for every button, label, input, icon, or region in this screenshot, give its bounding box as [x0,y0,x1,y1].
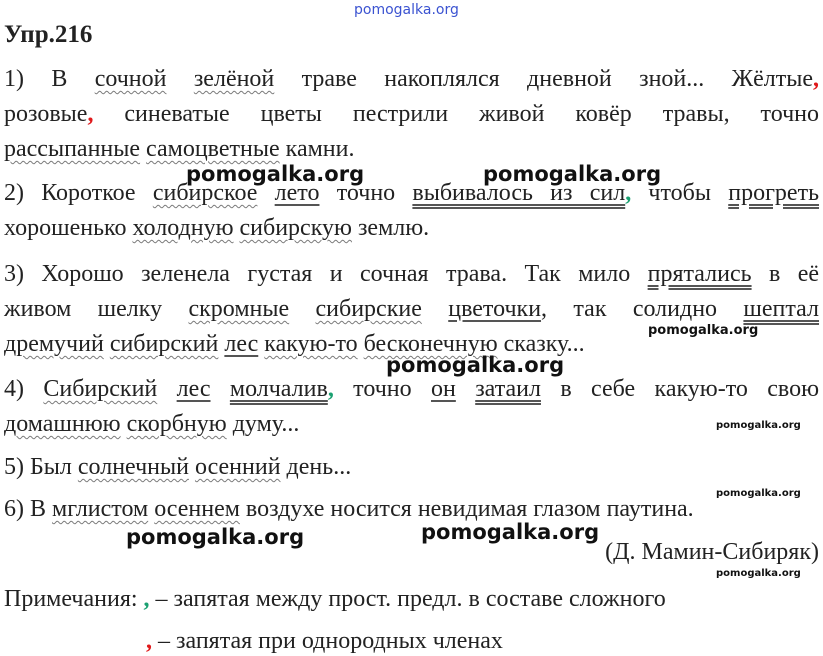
sentence-4-line-1 [4,374,819,404]
text: , так солидно [541,296,744,322]
adjective: сибирский [109,331,219,357]
red-comma-legend: , [146,628,152,654]
text: 5) Был [4,454,78,480]
text: думу... [226,411,300,437]
sentence-2-line-2 [4,213,819,243]
notes-line-1 [4,584,819,614]
text: розовые [4,101,88,127]
text: живом шелку [4,296,189,322]
notes-line-2 [146,626,819,656]
watermark: pomogalka.org [716,488,801,499]
text: землю. [351,215,430,241]
watermark-top: pomogalka.org [354,2,459,18]
adjective: солнечный [77,454,189,480]
green-comma: , [625,180,632,206]
predicate: выбивалось из сил [412,180,626,206]
text: хорошенько [4,215,133,241]
sentence-1-line-3 [4,134,819,164]
sentence-1-line-1 [4,64,819,94]
text: воздухе носится невидимая глазом паутина. [239,496,694,522]
watermark: pomogalka.org [421,520,600,544]
subject: лето [274,180,320,206]
predicate: молчалив [229,376,328,402]
adjective: скорбную [126,411,227,437]
subject: цветочки [448,296,542,322]
space [289,296,315,322]
space [166,66,193,92]
adjective: скромные [188,296,290,322]
exercise-title: Упр.216 [4,21,93,48]
predicate: прятались [647,261,752,287]
predicate: затаил [475,376,541,402]
watermark: pomogalka.org [483,162,662,186]
adjective: какую-то [264,331,358,357]
text: 6) В [4,496,52,522]
adjective: осенний [194,454,281,480]
text: 1) В [4,66,95,92]
space [456,376,475,402]
text: чтобы [631,180,729,206]
adjective: самоцветные [146,136,280,162]
author: (Д. Мамин-Сибиряк) [605,539,819,565]
predicate: прогреть [728,180,820,206]
adjective: сочной [94,66,167,92]
predicate: шептал [743,296,820,322]
sentence-2-line-1 [4,178,819,208]
subject: лес [224,331,259,357]
notes-green-text: – запятая между прост. предл. в составе сложного [149,586,666,612]
space [211,376,230,402]
space [422,296,448,322]
watermark: pomogalka.org [716,420,801,431]
sentence-1-line-2 [4,99,819,129]
watermark: pomogalka.org [186,162,365,186]
text: синеватые цветы пестрили живой ковёр травы, точно [93,101,819,127]
sentence-5 [4,452,819,482]
adjective: зелёной [193,66,275,92]
text: камни. [279,136,355,162]
space [157,376,176,402]
adjective: сибирскую [239,215,352,241]
text: 3) Хорошо зеленела густая и сочная трава. Так мило [4,261,648,287]
text: сказку... [497,331,585,357]
sentence-6 [4,494,819,524]
watermark: pomogalka.org [716,568,801,579]
text: 2) Короткое [4,180,153,206]
text: точно [319,180,413,206]
red-comma: , [87,101,94,127]
text: 4) [4,376,44,402]
green-comma: , [327,376,334,402]
adjective: дремучий [4,331,104,357]
adjective: рассыпанные [4,136,141,162]
adjective: сибирское [152,180,258,206]
subject: лес [176,376,211,402]
adjective: Сибирский [43,376,158,402]
watermark: pomogalka.org [648,323,759,338]
text: точно [333,376,431,402]
red-comma: , [813,66,820,92]
notes-red-text: – запятая при однородных членах [152,628,503,654]
watermark: pomogalka.org [386,353,565,377]
sentence-3-line-2 [4,294,819,324]
sentence-3-line-1 [4,259,819,289]
adjective: мглистом [52,496,149,522]
subject: он [431,376,456,402]
text: в себе какую-то свою [540,376,819,402]
text: траве накоплялся дневной зной... Жёлтые [274,66,814,92]
notes-label: Примечания: [4,586,138,612]
sentence-4-line-2 [4,409,819,439]
adjective: сибирские [315,296,422,322]
watermark: pomogalka.org [126,525,305,549]
green-comma-legend: , [143,586,150,612]
text: в её [751,261,819,287]
adjective: бесконечную [363,331,498,357]
adjective: осеннем [154,496,240,522]
text: день... [280,454,352,480]
adjective: холодную [132,215,234,241]
adjective: домашнюю [4,411,121,437]
